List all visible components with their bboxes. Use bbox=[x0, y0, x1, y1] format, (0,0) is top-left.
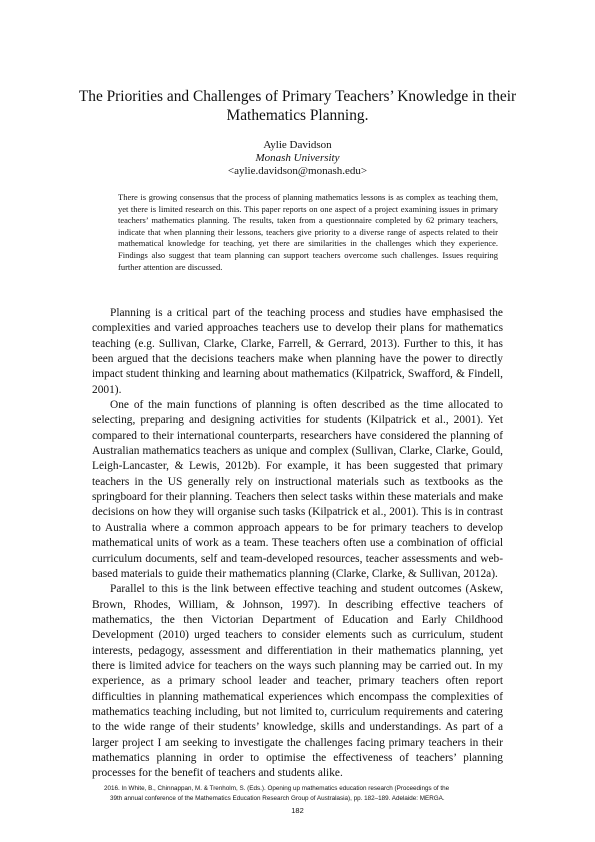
author-block bbox=[150, 139, 445, 178]
author-affiliation: Monash University bbox=[255, 152, 340, 164]
author-email: <aylie.davidson@monash.edu> bbox=[227, 165, 368, 177]
citation-footnote bbox=[104, 784, 504, 803]
page-number: 182 bbox=[291, 806, 304, 815]
body-paragraph: Parallel to this is the link between effective teaching and student outcomes (Askew, Brown, Rhodes, William, & Johnson, 1997). In describing effective teachers of mathematics, the then Victorian Department of Education and Early Childhood Development (2010) urged teachers to consider elements such as curriculum, student interests, pedagogy, assessment and differentiation in their mathematics planning, yet there is limited advice for teachers on the ways such planning may be carried out. In my experience, as a primary school leader and teacher, primary teachers often report difficulties in planning mathematical experiences which encompass the complexities of mathematics teaching including, but not limited to, curriculum requirements and catering to the wide range of their students’ knowledge, skills and understandings. As part of a larger project I am seeking to investigate the challenges facing primary teachers in their mathematics planning in order to optimise the effectiveness of teachers’ planning processes for the benefit of teachers and students alike. bbox=[92, 583, 503, 780]
author-name: Aylie Davidson bbox=[263, 139, 332, 151]
body-text bbox=[92, 306, 503, 782]
footnote-line: 39th annual conference of the Mathematics Education Research Group of Australasia), pp. 182–189. Adelaide: MERGA. bbox=[110, 794, 445, 802]
footnote-line: 2016. In White, B., Chinnappan, M. & Trenholm, S. (Eds.). Opening up mathematics education research (Proceedings of the bbox=[104, 785, 450, 792]
paper-title: The Priorities and Challenges of Primary Teachers’ Knowledge in their Mathematics Planning. bbox=[78, 88, 517, 124]
body-paragraph: Planning is a critical part of the teaching process and studies have emphasised the complexities and varied approaches teachers use to develop their plans for mathematics teaching (e.g. Sullivan, Clarke, Clarke, Farrell, & Gerrard, 2013). Further to this, it has been argued that the decisions teachers make when planning have the power to directly impact student thinking and learning about mathematics (Kilpatrick, Swafford, & Findell, 2001). bbox=[92, 307, 503, 396]
body-paragraph: One of the main functions of planning is often described as the time allocated to selecting, preparing and designing activities for students (Kilpatrick et al., 2001). Yet compared to their international counterparts, researchers have considered the planning of Australian mathematics teachers as unique and complex (Sullivan, Clarke, Clarke, Gould, Leigh-Lancaster, & Lewis, 2012b). For example, it has been suggested that primary teachers in the US generally rely on instructional materials such as textbooks as the springboard for their planning. Teachers then select tasks within these materials and make decisions on how they will organise such tasks (Kilpatrick et al., 2001). This is in contrast to Australia where a common approach appears to be for primary teachers to develop mathematical units of work as a team. These teachers often use a combination of official curriculum documents, self and team-developed resources, teacher assessments and web-based materials to guide their mathematics planning (Clarke, Clarke, & Sullivan, 2012a). bbox=[92, 399, 503, 580]
abstract: There is growing consensus that the process of planning mathematics lessons is as complex as teaching them, yet there is limited research on this. This paper reports on one aspect of a project examining issues in primary teachers’ mathematics planning. The results, taken from a questionnaire completed by 62 primary teachers, indicate that when planning their lessons, teachers give priority to a diverse range of aspects related to their mathematical knowledge for teaching, yet there are similarities in the challenges which they experience. Findings also suggest that team planning can support teachers overcome such challenges. Issues requiring further attention are discussed. bbox=[118, 192, 498, 272]
